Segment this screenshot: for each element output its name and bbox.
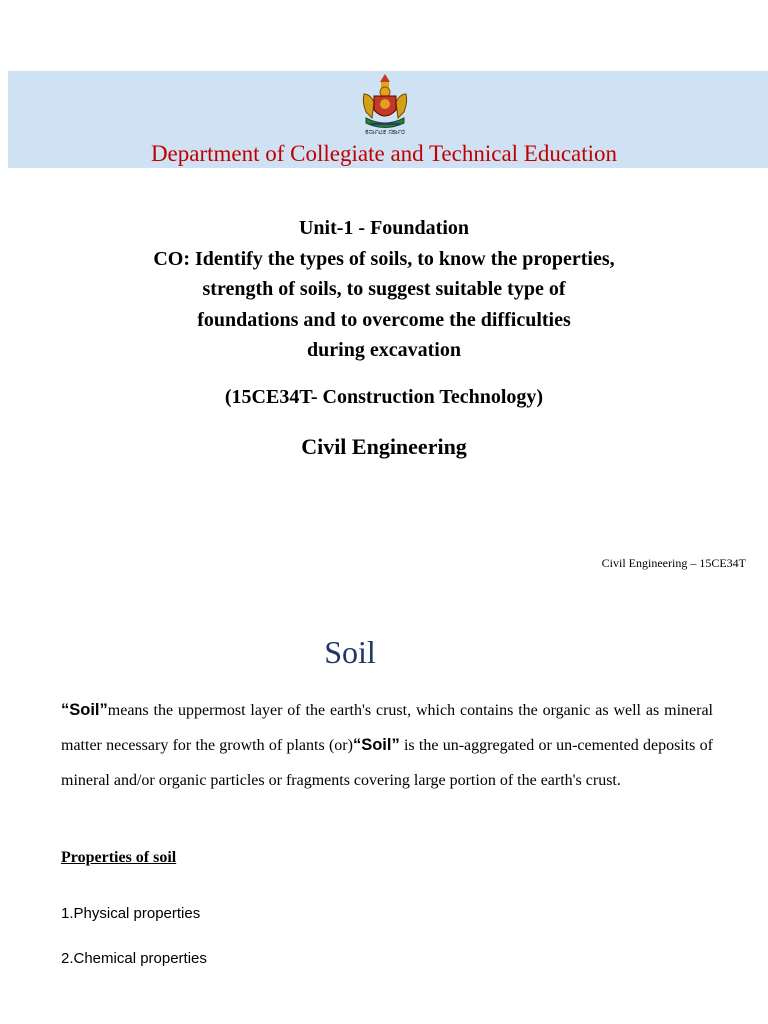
emblem-caption: ಕರ್ನಾಟಕ ಸರ್ಕಾರ (365, 128, 405, 136)
list-item: 2.Chemical properties (61, 950, 207, 967)
course-objective-line: strength of soils, to suggest suitable type of (202, 278, 566, 300)
department-name: Civil Engineering (301, 434, 467, 459)
course-objective-line: during excavation (307, 339, 461, 361)
unit-course-objective (0, 213, 768, 366)
term-soil: “Soil” (352, 736, 400, 754)
paragraph-text: is the un-aggregated or un-cemented deposits of mineral and/or organic particles or fragments covering large portion of the earth's crust. (61, 737, 714, 789)
term-soil: “Soil” (61, 701, 108, 719)
course-objective-line: CO: Identify the types of soils, to know the properties, (153, 247, 615, 270)
department-title: Department of Collegiate and Technical Education (150, 141, 618, 166)
page-header-text: Civil Engineering – 15CE34T (601, 556, 746, 570)
list-item: 1.Physical properties (61, 905, 201, 922)
paragraph-text: means the uppermost layer of the earth's crust, which contains the organic as well as mineral matter necessary for the growth of plants (or) (61, 702, 713, 754)
course-objective-line: foundations and to overcome the difficulties (197, 308, 571, 331)
soil-definition-paragraph (61, 693, 713, 798)
course-code: (15CE34T- Construction Technology) (224, 386, 544, 408)
section-heading: Soil (324, 634, 376, 670)
properties-heading: Properties of soil (61, 849, 177, 866)
unit-title: Unit-1 - Foundation (298, 217, 470, 239)
